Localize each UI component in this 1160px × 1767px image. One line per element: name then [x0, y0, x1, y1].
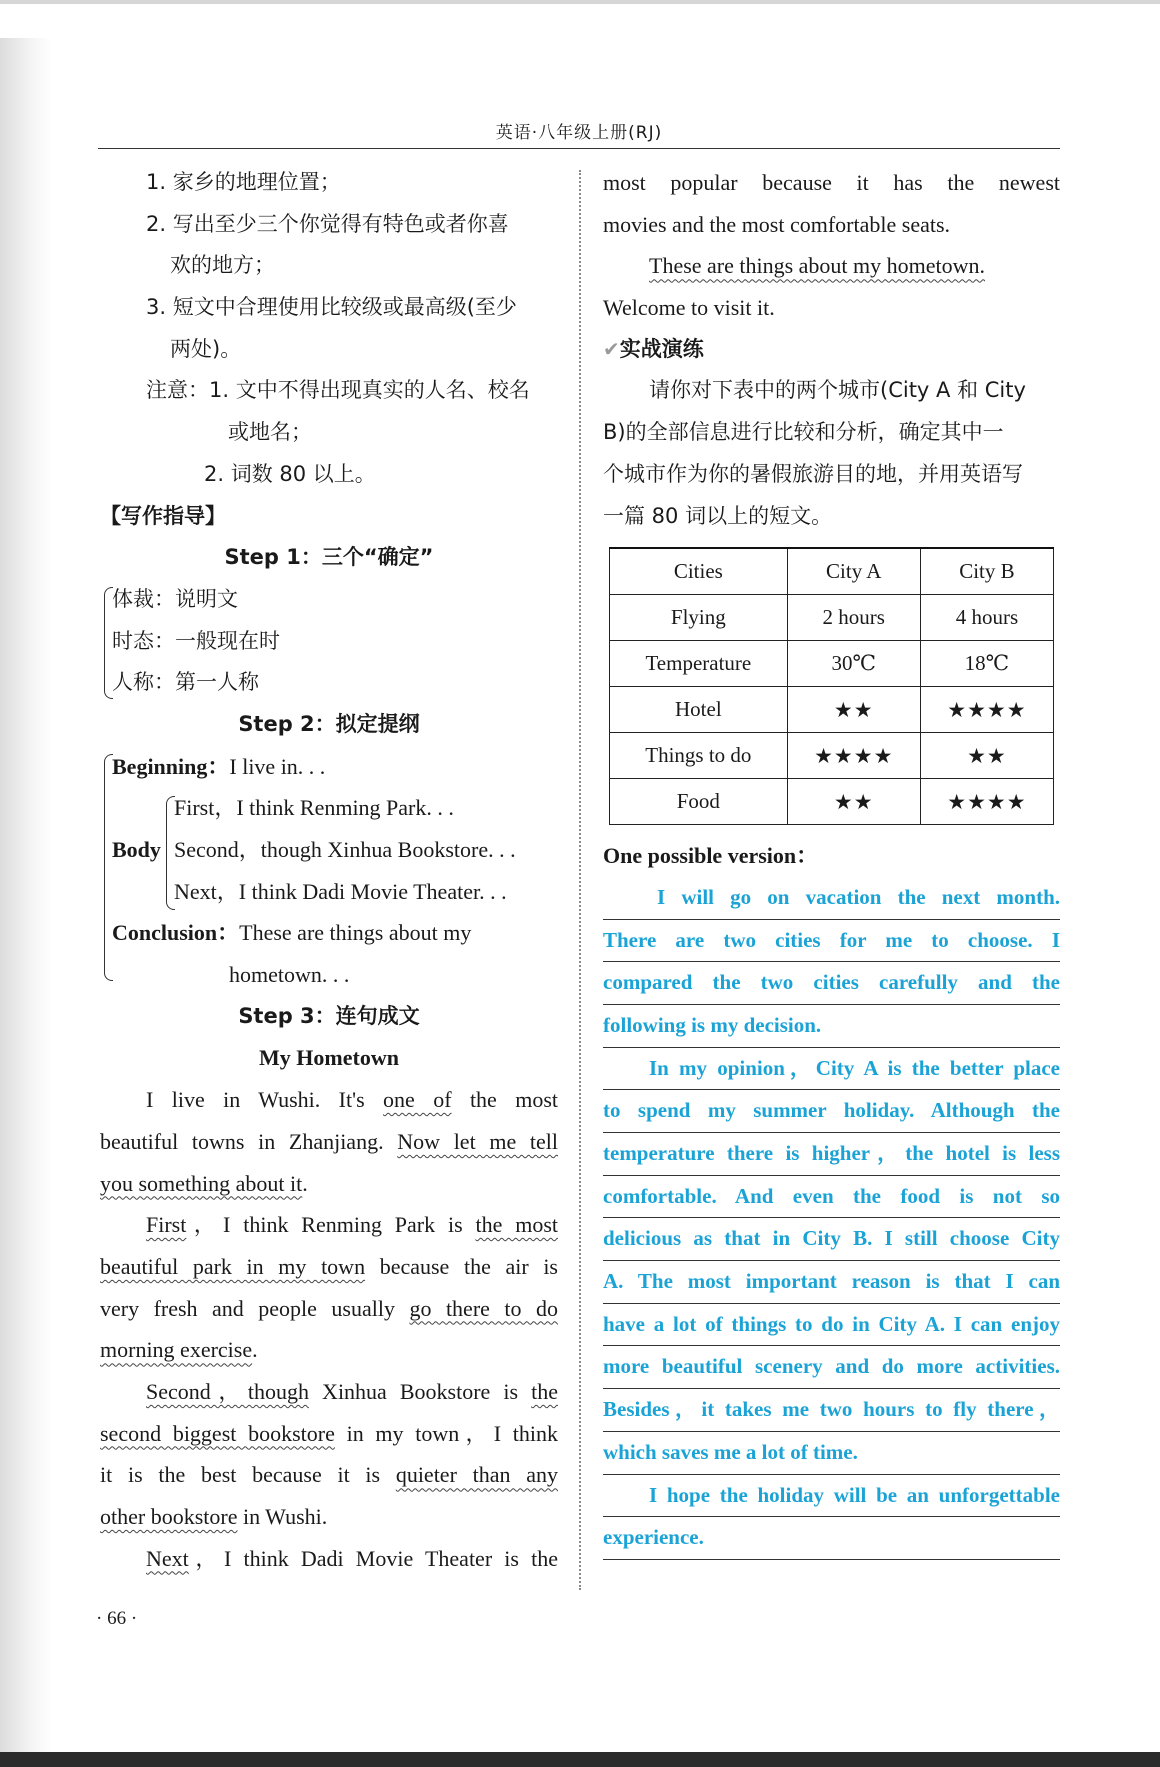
- running-header: 英语·八年级上册(RJ): [495, 123, 663, 143]
- page-shadow: [0, 38, 52, 1755]
- essay-line: very fresh and people usually go there to do: [100, 1295, 558, 1321]
- essay-line: Next，I think Dadi Movie Theater is the: [146, 1545, 558, 1571]
- beginning-text: I live in. . .: [229, 753, 326, 779]
- table-cell: 4 hours: [920, 595, 1053, 641]
- table-cell: City A: [787, 548, 920, 595]
- body-label: Body: [112, 837, 161, 862]
- table-cell: 30℃: [787, 641, 920, 687]
- body-brace: [166, 796, 175, 910]
- top-edge: [0, 0, 1160, 4]
- left-column: [100, 162, 558, 1579]
- requirement-2: 2. 写出至少三个你觉得有特色或者你喜: [146, 211, 509, 236]
- essay-line: morning exercise.: [100, 1337, 258, 1363]
- tense: 时态：一般现在时: [112, 628, 280, 653]
- person: 人称：第一人称: [112, 670, 259, 695]
- answer-line: temperature there is higher，the hotel is less: [603, 1133, 1060, 1176]
- requirement-1: 1. 家乡的地理位置；: [146, 170, 341, 194]
- step-2: Step 2：拟定提纲: [238, 711, 420, 736]
- essay-line: beautiful park in my town because the air is: [100, 1253, 558, 1279]
- table-cell: Hotel: [610, 687, 788, 733]
- essay-cont-4: Welcome to visit it.: [603, 295, 775, 321]
- essay-line: second biggest bookstore in my town，I think: [100, 1420, 558, 1446]
- outline-brace: [104, 754, 113, 981]
- practice-heading-row: [603, 329, 1060, 371]
- table-cell: Temperature: [610, 641, 788, 687]
- essay-line: Second，though Xinhua Bookstore is the: [146, 1378, 558, 1404]
- prompt-1: 请你对下表中的两个城市(City A 和 City: [649, 378, 1026, 403]
- note-1-cont: 或地名；: [228, 420, 312, 445]
- note-1: 注意：1. 文中不得出现真实的人名、校名: [146, 378, 530, 403]
- body-point-3: Next，I think Dadi Movie Theater. . .: [174, 878, 507, 904]
- table-cell: Cities: [610, 548, 788, 595]
- star-rating: ★★: [787, 779, 920, 825]
- table-cell: Flying: [610, 595, 788, 641]
- answer-line: compared the two cities carefully and the: [603, 962, 1060, 1005]
- answer-line: I will go on vacation the next month.: [603, 877, 1060, 920]
- answer-line: In my opinion，City A is the better place: [603, 1048, 1060, 1091]
- page-number: · 66 ·: [96, 1608, 138, 1629]
- cities-table: [609, 547, 1054, 825]
- table-row: [610, 779, 1054, 825]
- table-cell: 2 hours: [787, 595, 920, 641]
- answer-line: more beautiful scenery and do more activities.: [603, 1346, 1060, 1389]
- essay-cont-2: movies and the most comfortable seats.: [603, 211, 951, 237]
- answer-line: There are two cities for me to choose. I: [603, 920, 1060, 963]
- table-row: [610, 595, 1054, 641]
- outline: [100, 746, 558, 996]
- prompt-2: B)的全部信息进行比较和分析，确定其中一: [603, 420, 1004, 445]
- requirement-3-cont: 两处)。: [170, 336, 242, 361]
- practice-heading: 实战演练: [619, 336, 704, 361]
- guide-heading: 【写作指导】: [100, 503, 226, 528]
- conclusion-text: These are things about my: [239, 920, 472, 946]
- essay-title: My Hometown: [259, 1045, 399, 1071]
- answer-line: I hope the holiday will be an unforgettable: [603, 1475, 1060, 1518]
- answer-line: A. The most important reason is that I can: [603, 1261, 1060, 1304]
- answer-line: which saves me a lot of time.: [603, 1432, 1060, 1475]
- table-cell: City B: [920, 548, 1053, 595]
- answer-line: have a lot of things to do in City A. I can enjoy: [603, 1304, 1060, 1347]
- table-cell: 18℃: [920, 641, 1053, 687]
- answer-line: comfortable. And even the food is not so: [603, 1176, 1060, 1219]
- table-row: [610, 641, 1054, 687]
- essay-line: First，I think Renming Park is the most: [146, 1212, 558, 1238]
- essay-line: I live in Wushi. It's one of the most: [146, 1087, 559, 1113]
- check-icon: ✔: [603, 336, 620, 361]
- answer-line: following is my decision.: [603, 1005, 1060, 1048]
- body-point-1: First，I think Renming Park. . .: [174, 795, 454, 821]
- body-point-2: Second，though Xinhua Bookstore. . .: [174, 837, 516, 862]
- star-rating: ★★★★: [920, 687, 1053, 733]
- beginning-label: Beginning：: [112, 753, 230, 779]
- star-rating: ★★: [920, 733, 1053, 779]
- requirement-2-cont: 欢的地方；: [170, 253, 275, 278]
- note-2: 2. 词数 80 以上。: [204, 461, 376, 486]
- essay-cont-1: most popular because it has the newest: [603, 170, 1060, 195]
- possible-version-label: One possible version：: [603, 843, 819, 869]
- essay-cont-3: These are things about my hometown.: [649, 253, 986, 279]
- answer-line: Besides，it takes me two hours to fly there，: [603, 1389, 1060, 1432]
- essay-line: it is the best because it is quieter than any: [100, 1462, 558, 1488]
- table-cell: Things to do: [610, 733, 788, 779]
- table-row: [610, 733, 1054, 779]
- table-row: [610, 548, 1054, 595]
- bottom-edge: [0, 1752, 1160, 1767]
- star-rating: ★★: [787, 687, 920, 733]
- essay-line: beautiful towns in Zhanjiang. Now let me tell: [100, 1128, 559, 1154]
- answer-line: experience.: [603, 1517, 1060, 1560]
- essay-line: other bookstore in Wushi.: [100, 1504, 328, 1529]
- step-1: Step 1：三个“确定”: [224, 545, 434, 570]
- star-rating: ★★★★: [920, 779, 1053, 825]
- prompt-3: 个城市作为你的暑假旅游目的地，并用英语写: [603, 461, 1023, 486]
- conclusion-label: Conclusion：: [112, 920, 240, 946]
- step1-list: [100, 579, 558, 704]
- requirement-3: 3. 短文中合理使用比较级或最高级(至少: [146, 295, 517, 320]
- right-column: [603, 162, 1060, 1560]
- genre: 体裁：说明文: [112, 586, 238, 611]
- table-cell: Food: [610, 779, 788, 825]
- answer-line: to spend my summer holiday. Although the: [603, 1090, 1060, 1133]
- step-3: Step 3：连句成文: [238, 1003, 420, 1028]
- star-rating: ★★★★: [787, 733, 920, 779]
- prompt-4: 一篇 80 词以上的短文。: [603, 503, 833, 528]
- brace: [104, 587, 113, 699]
- essay-line: you something about it.: [100, 1170, 308, 1196]
- table-row: [610, 687, 1054, 733]
- answer-line: delicious as that in City B. I still choose City: [603, 1218, 1060, 1261]
- column-divider: [579, 170, 581, 1590]
- conclusion-text-cont: hometown. . .: [229, 962, 350, 988]
- header-rule: [98, 148, 1060, 149]
